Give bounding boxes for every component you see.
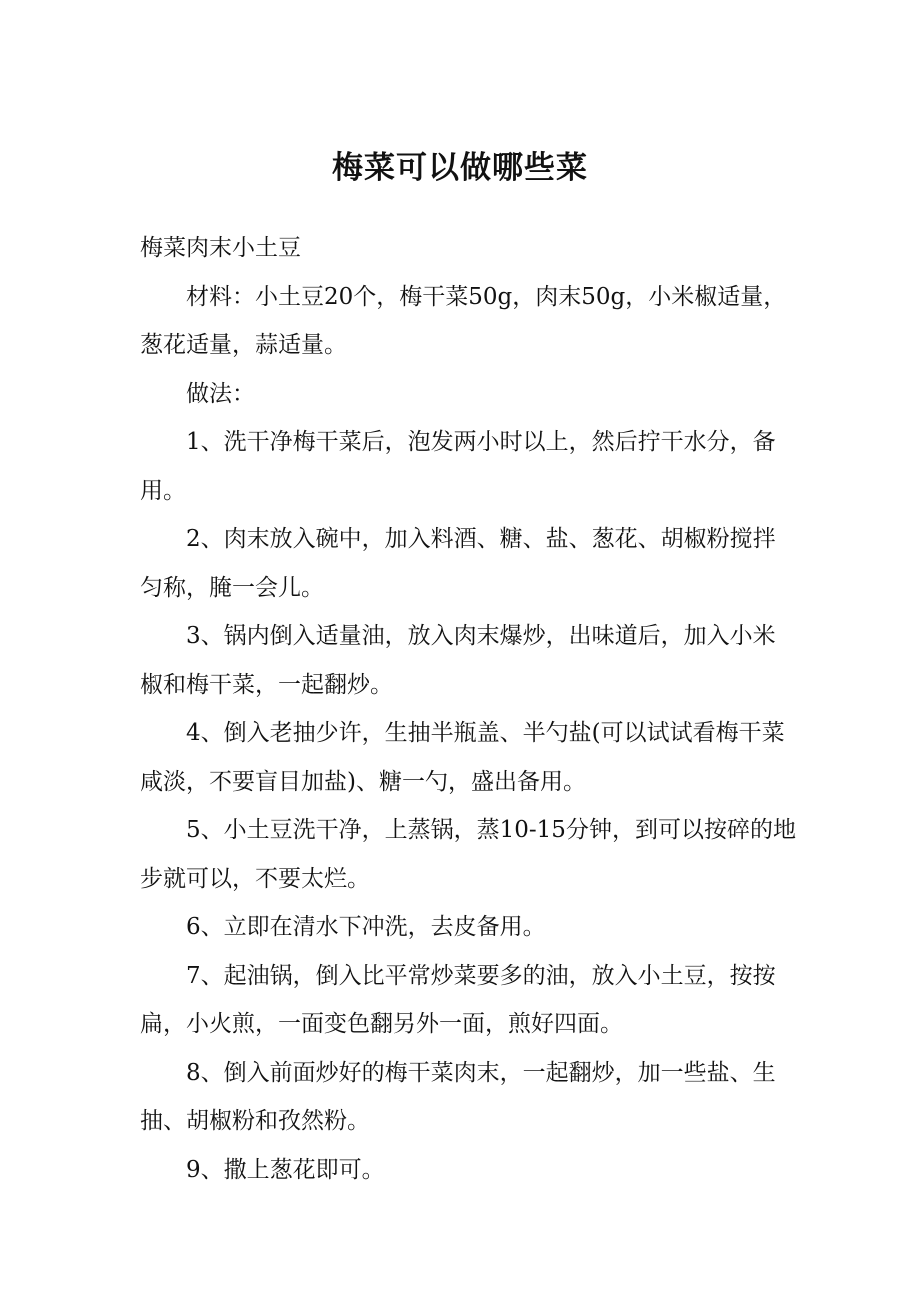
paragraph-method-heading: 做法： [186,380,255,407]
recipe-subtitle: 梅菜肉末小土豆 [140,235,301,261]
paragraph-step-7: 7、起油锅，倒入比平常炒菜要多的油，放入小土豆，按按扁，小火煎，一面变色翻另外一面，煎好四面。 [140,962,776,1037]
paragraph-step-4: 4、倒入老抽少许，生抽半瓶盖、半勺盐(可以试试看梅干菜咸淡，不要盲目加盐)、糖一勺，盛出备用。 [140,720,785,795]
paragraph-step-8: 8、倒入前面炒好的梅干菜肉末，一起翻炒，加一些盐、生抽、胡椒粉和孜然粉。 [140,1059,776,1134]
paragraph-step-1: 1、洗干净梅干菜后，泡发两小时以上，然后拧干水分，备用。 [140,429,776,504]
paragraph-step-3: 3、锅内倒入适量油，放入肉末爆炒，出味道后，加入小米椒和梅干菜，一起翻炒。 [140,623,776,698]
document-title: 梅菜可以做哪些菜 [332,150,588,186]
paragraph-step-2: 2、肉末放入碗中，加入料酒、糖、盐、葱花、胡椒粉搅拌匀称，腌一会儿。 [140,526,776,601]
paragraph-step-6: 6、立即在清水下冲洗，去皮备用。 [186,914,546,940]
paragraph-step-9: 9、撒上葱花即可。 [186,1156,385,1183]
paragraph-materials: 材料：小土豆20个，梅干菜50g，肉末50g，小米椒适量，葱花适量，蒜适量。 [140,283,787,358]
paragraph-step-5: 5、小土豆洗干净，上蒸锅，蒸10-15分钟，到可以按碎的地步就可以，不要太烂。 [140,817,796,892]
document-body [140,224,796,1194]
